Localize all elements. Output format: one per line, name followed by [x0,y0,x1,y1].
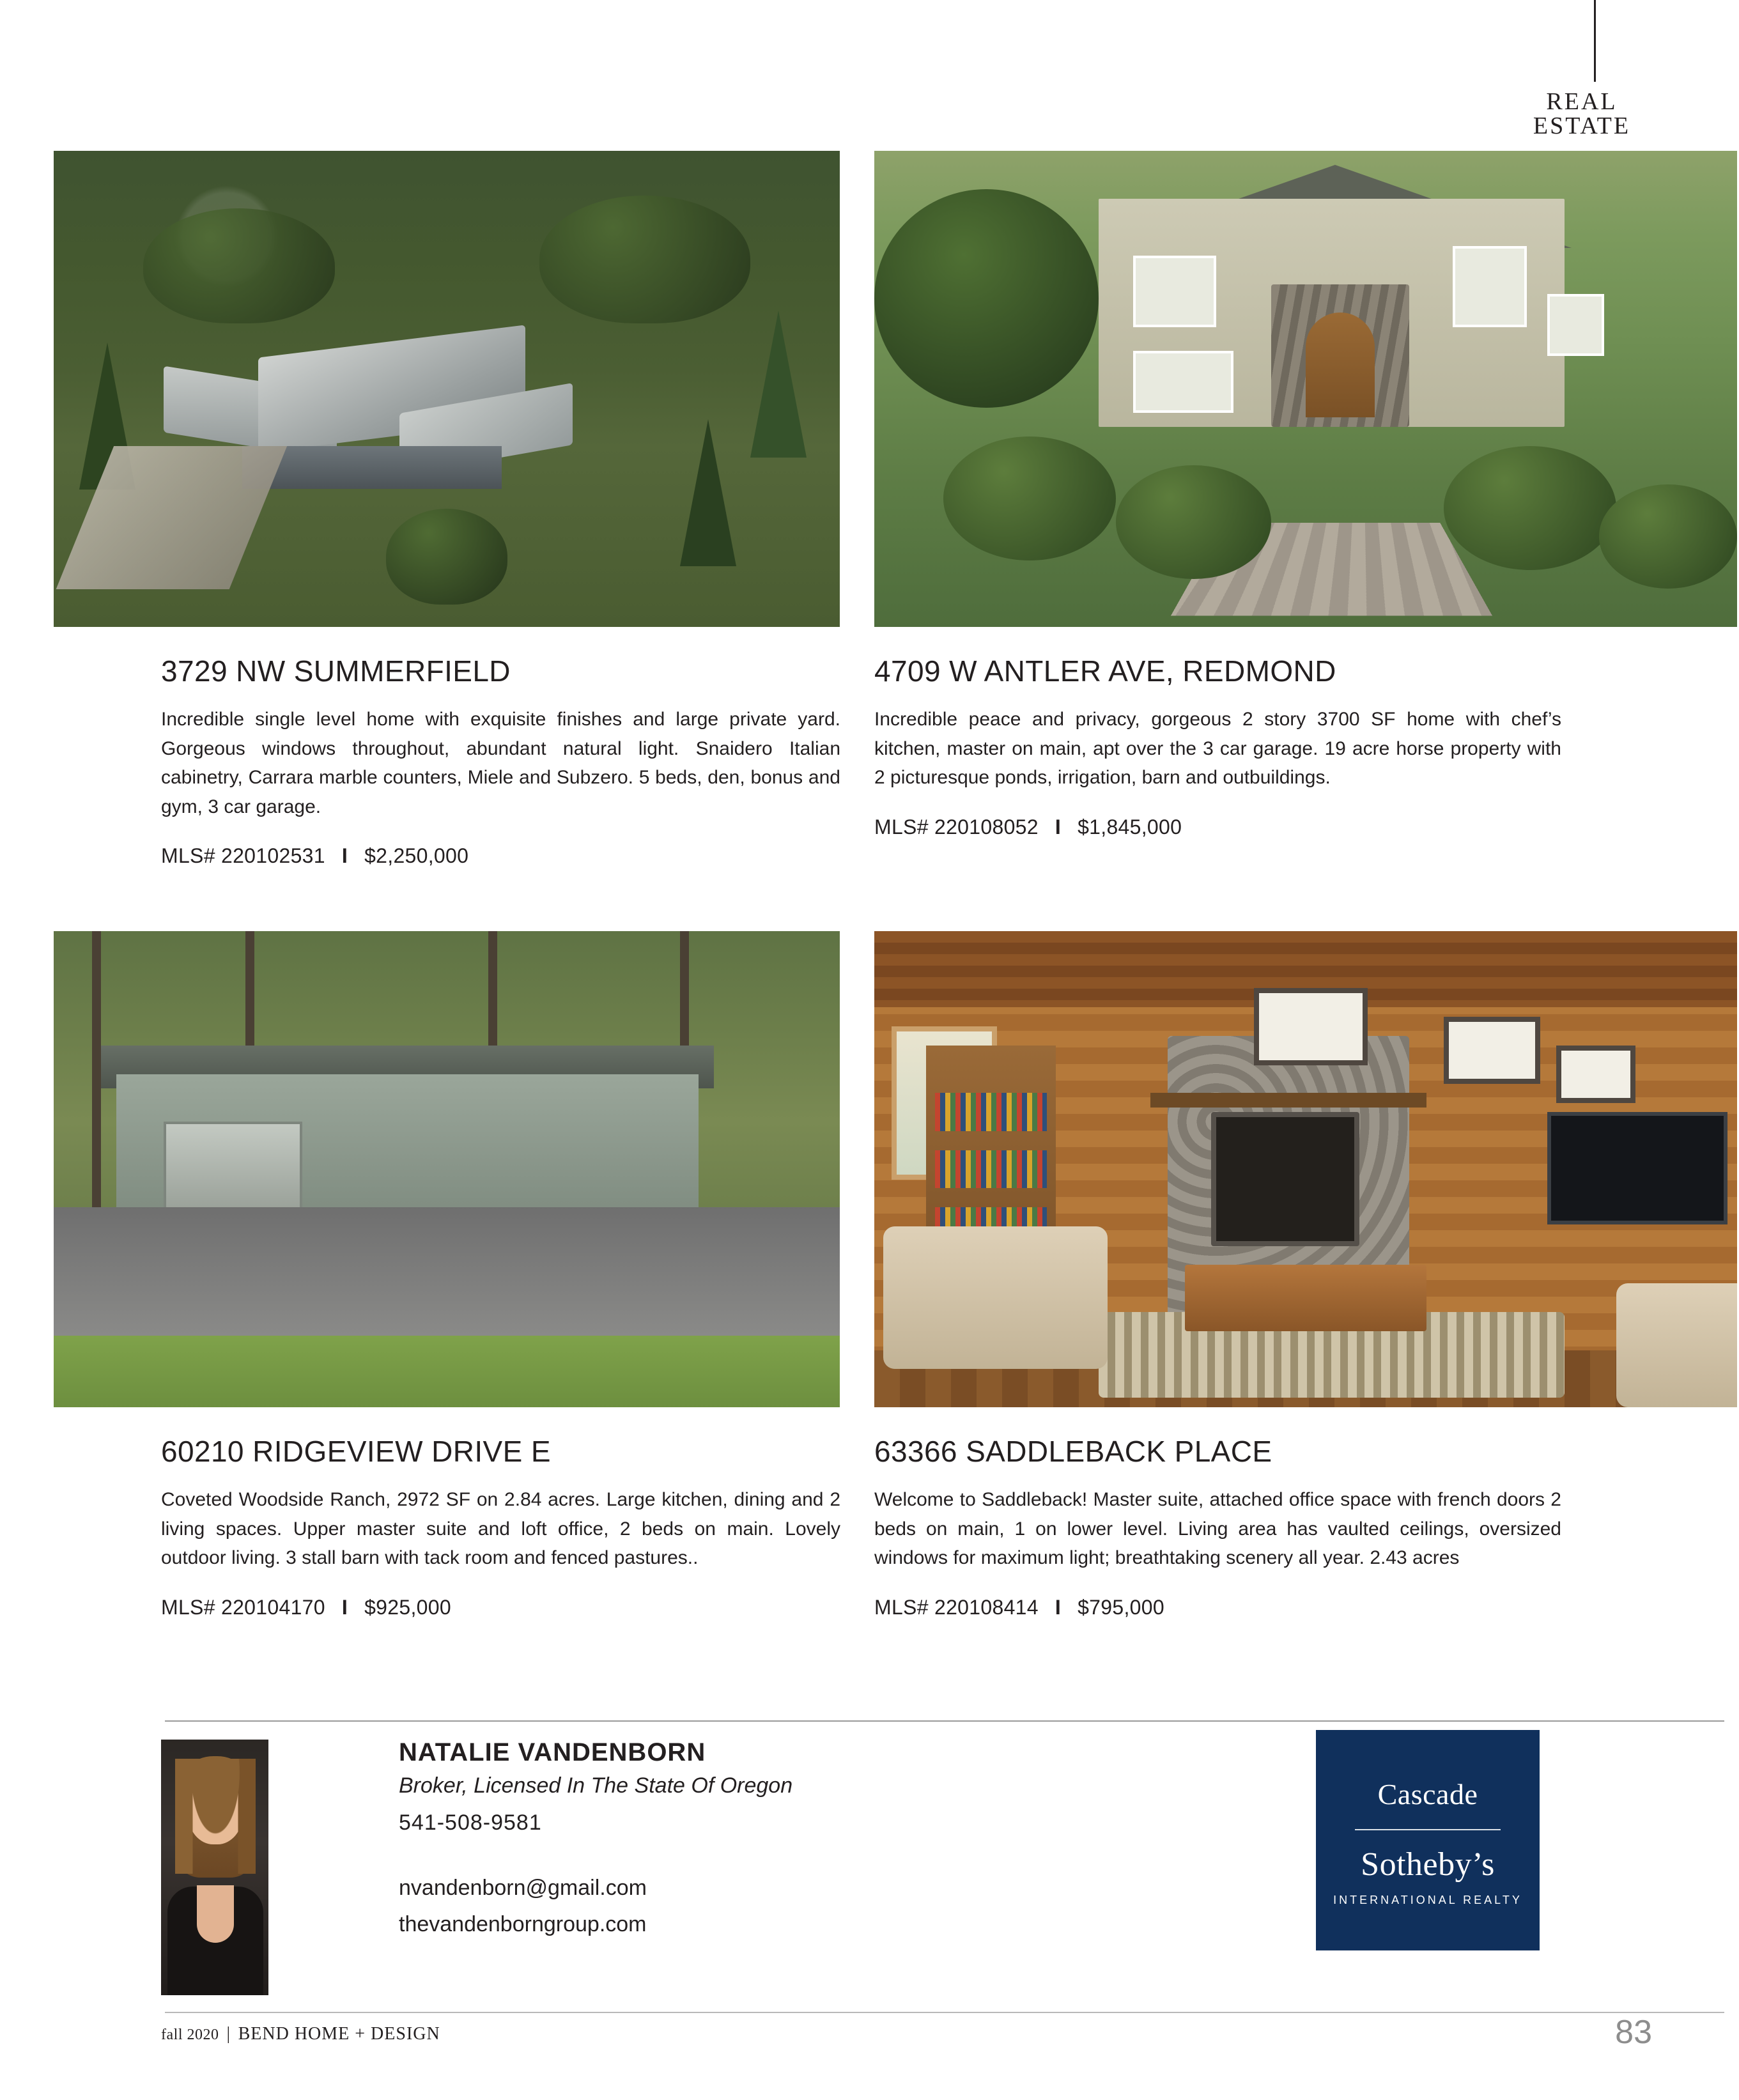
listing-description-4: Welcome to Saddleback! Master suite, attached office space with french doors 2 beds on main, 1 on lower level. Living area has vaulted ceilings, oversized windows for maximum light; breathtaking scenery all year. 2.43 acres [874,1489,1561,1569]
listing-title-2: 4709 W ANTLER AVE, REDMOND [874,654,1336,688]
agent-role: Broker, Licensed In The State Of Oregon [399,1773,793,1798]
agent-divider [165,1720,1724,1722]
listing-title-1: 3729 NW SUMMERFIELD [161,654,511,688]
footer-issue: fall 2020 [161,2027,219,2043]
listing-separator-3: I [341,1595,348,1619]
listing-separator-2: I [1055,815,1062,838]
listing-price-3: $925,000 [364,1595,451,1619]
brokerage-logo-cascade: Cascade [1377,1778,1478,1810]
footer-magazine-title: BEND HOME + DESIGN [238,2024,440,2044]
listing-card-1 [54,151,840,868]
listing-mls-row-3 [161,1596,840,1619]
agent-phone[interactable]: 541-508-9581 [399,1810,542,1835]
listing-mls-row-4 [874,1596,1737,1619]
listing-separator-1: I [341,844,348,868]
listing-photo-3 [54,931,840,1407]
listing-photo-2 [874,151,1737,627]
listing-mls-row-2 [874,815,1737,839]
brokerage-logo-sothebys: Sotheby’s [1361,1846,1495,1883]
listing-mls-row-1 [161,844,840,868]
page-number: 83 [1615,2014,1652,2051]
agent-name: NATALIE VANDENBORN [399,1738,706,1766]
listing-mls-number-3: MLS# 220104170 [161,1595,325,1619]
listing-mls-number-4: MLS# 220108414 [874,1595,1039,1619]
section-header-line1: REAL [1546,88,1618,115]
listing-photo-4 [874,931,1737,1407]
agent-website[interactable]: thevandenborngroup.com [399,1912,647,1936]
footer-divider [165,2012,1724,2013]
header-vertical-rule [1594,0,1596,82]
listing-price-1: $2,250,000 [364,844,469,868]
listing-price-2: $1,845,000 [1078,815,1182,838]
brokerage-logo [1316,1730,1540,1950]
agent-email[interactable]: nvandenborn@gmail.com [399,1876,647,1900]
listing-mls-number-2: MLS# 220108052 [874,815,1039,838]
listing-description-2: Incredible peace and privacy, gorgeous 2 story 3700 SF home with chef’s kitchen, master on main, apt over the 3 car garage. 19 acre horse property with 2 picturesque ponds, irrigation, barn and outbuildings. [874,709,1561,789]
footer-bar: | [226,2024,231,2044]
section-header-line2: ESTATE [1533,112,1631,139]
section-header-real-estate [1489,89,1674,138]
brokerage-logo-divider [1355,1829,1501,1830]
listing-description-3: Coveted Woodside Ranch, 2972 SF on 2.84 acres. Large kitchen, dining and 2 living spaces. Upper master suite and loft office, 2 beds on main. Lovely outdoor living. 3 stall barn with tack room and fenced pastures.. [161,1489,840,1569]
agent-headshot [161,1740,268,1995]
listing-mls-number-1: MLS# 220102531 [161,844,325,868]
listing-title-4: 63366 SADDLEBACK PLACE [874,1435,1272,1468]
listing-description-1: Incredible single level home with exquisite finishes and large private yard. Gorgeous windows throughout, abundant natural light. Snaidero Italian cabinetry, Carrara marble counters, Miele and Subzero. 5 beds, den, bonus and gym, 3 car garage. [161,709,840,817]
listing-card-3 [54,931,840,1619]
footer-credit [161,2024,440,2044]
listing-photo-1 [54,151,840,627]
brokerage-logo-tagline: INTERNATIONAL REALTY [1333,1894,1522,1906]
listing-title-3: 60210 RIDGEVIEW DRIVE E [161,1435,551,1468]
listing-separator-4: I [1055,1595,1062,1619]
listing-card-2 [874,151,1737,839]
listing-price-4: $795,000 [1078,1595,1164,1619]
listing-card-4 [874,931,1737,1619]
